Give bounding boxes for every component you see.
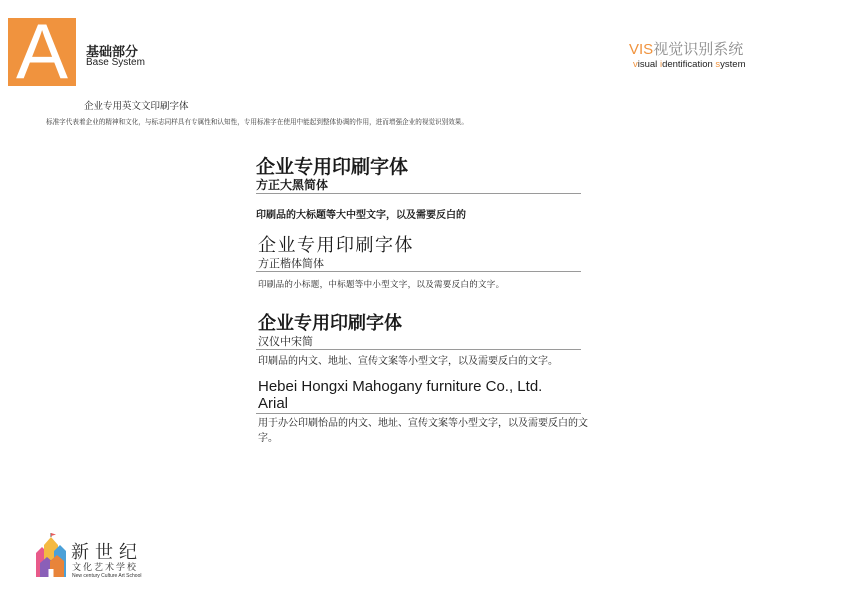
specimen-1-divider — [256, 193, 581, 194]
section-letter: A — [15, 7, 69, 95]
specimen-4-divider — [256, 413, 581, 414]
vis-title-rest: 视觉识别系统 — [653, 41, 744, 58]
school-english-name: New century Culture Art School — [72, 573, 142, 579]
section-title: 基础部分 — [86, 45, 139, 60]
specimen-4-sample: Hebei Hongxi Mahogany furniture Co., Ltd. — [258, 378, 543, 395]
specimen-2-font-name: 方正楷体简体 — [258, 257, 324, 270]
specimen-1-usage: 印刷品的大标题等大中型文字，以及需要反白的 — [256, 210, 466, 221]
specimen-4-font-name: Arial — [258, 395, 289, 412]
vis-sub-letter-i: i — [659, 59, 663, 70]
specimen-4-usage: 用于办公印刷怡品的内文、地址、宣传文案等小型文字，以及需要反白的文字。 — [258, 418, 588, 444]
specimen-3-usage: 印刷品的内文、地址、宣传文案等小型文字，以及需要反白的文字。 — [258, 356, 558, 367]
specimen-1-sample: 企业专用印刷字体 — [256, 156, 409, 178]
school-subtitle: 文化艺术学校 — [72, 563, 139, 573]
specimen-2-usage: 印刷品的小标题，中标题等中小型文字，以及需要反白的文字。 — [258, 280, 505, 290]
school-name: 新世纪 — [71, 542, 143, 563]
page-heading: 企业专用英文文印刷字体 — [84, 101, 189, 112]
section-badge — [8, 7, 76, 95]
castle-logo-icon — [34, 533, 68, 577]
vis-sub-word-1: isual — [637, 59, 660, 70]
vis-title — [629, 38, 743, 59]
specimen-3-font-name: 汉仪中宋简 — [258, 335, 313, 348]
vis-sub-letter-v: v — [633, 59, 638, 70]
vis-sub-word-2: dentification — [662, 59, 716, 70]
vis-title-prefix: VIS — [629, 41, 654, 58]
vis-sub-letter-s: s — [715, 59, 721, 70]
specimen-3-sample: 企业专用印刷字体 — [258, 313, 402, 334]
intro-text: 标准字代表着企业的精神和文化，与标志同样具有专属性和认知性，专用标准字在使用中能起到整体协调的作用，进而增强企业的视觉识别效果。 — [46, 118, 468, 126]
specimen-2-divider — [256, 271, 581, 272]
section-subtitle: Base System — [86, 57, 145, 68]
vis-subtitle — [633, 59, 746, 70]
vis-sub-word-3: ystem — [720, 59, 746, 70]
specimen-3-divider — [256, 349, 581, 350]
school-logo — [34, 533, 154, 581]
specimen-1-font-name: 方正大黑简体 — [256, 178, 329, 192]
specimen-2-sample: 企业专用印刷字体 — [258, 235, 414, 256]
